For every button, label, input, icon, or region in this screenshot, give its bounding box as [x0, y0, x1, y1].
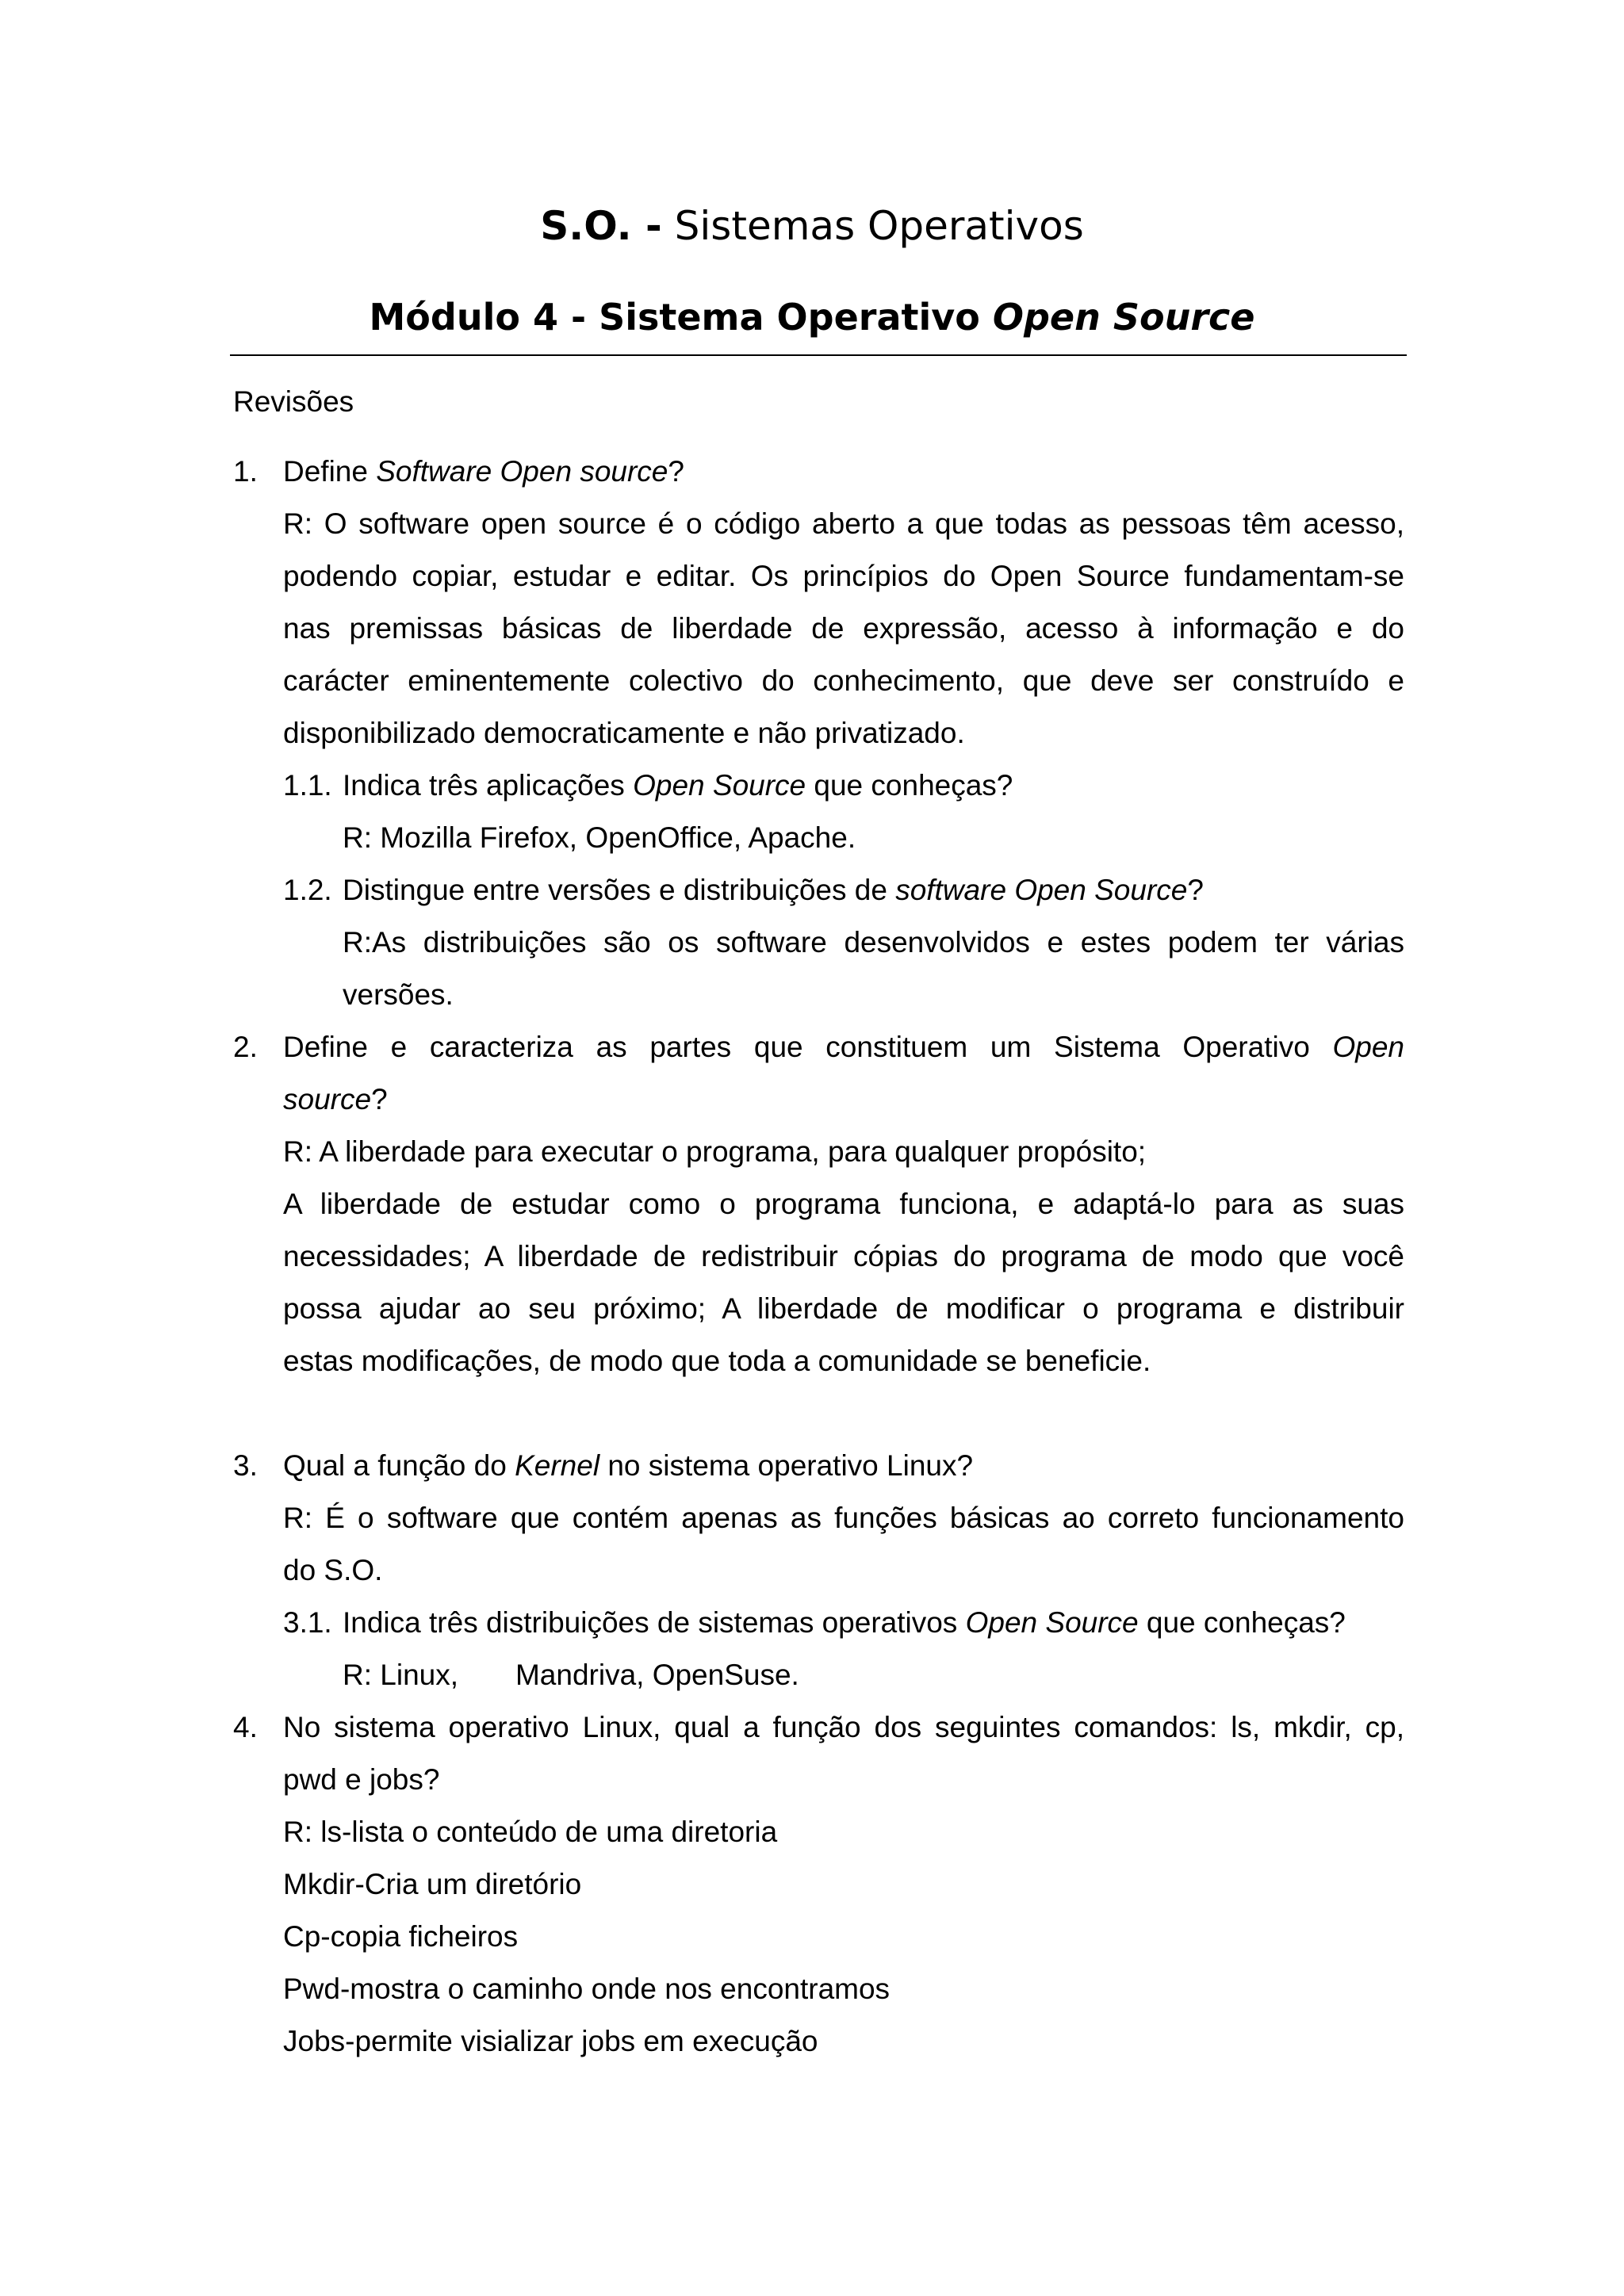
answer-line: carácter eminentemente colectivo do conhecimento, que deve ser construído e	[283, 664, 1404, 697]
q2-text: Define e caracteriza as partes que constituem um Sistema Operativo	[283, 1031, 1310, 1063]
question-3-1	[343, 1603, 1346, 1643]
q11-italic: Open Source	[633, 769, 806, 802]
q3-prefix: Qual a função do	[283, 1449, 507, 1482]
question-number: 4.	[233, 1711, 258, 1743]
question-number: 3.	[233, 1449, 258, 1482]
title-name: Sistemas Operativos	[674, 203, 1084, 249]
q31-italic: Open Source	[965, 1606, 1139, 1639]
question-number: 3.1.	[283, 1606, 332, 1639]
question-2-line-2	[283, 1080, 388, 1119]
answer-line: necessidades; A liberdade de redistribuir cópias do programa de modo que você	[283, 1240, 1404, 1272]
q12-prefix: Distingue entre versões e distribuições de	[343, 874, 887, 906]
answer-line: do S.O.	[283, 1554, 383, 1586]
module-subtitle	[0, 292, 1624, 342]
q12-suffix: ?	[1187, 874, 1204, 906]
question-number: 1.	[233, 455, 258, 488]
answer-line: R:As distribuições são os software desenvolvidos e estes podem ter várias	[343, 926, 1404, 959]
question-4-line-2: pwd e jobs?	[283, 1763, 440, 1796]
question-3	[283, 1446, 973, 1486]
question-1	[283, 452, 684, 492]
q3-suffix: no sistema operativo Linux?	[607, 1449, 974, 1482]
title-divider	[230, 354, 1407, 356]
answer-line: possa ajudar ao seu próximo; A liberdade de modificar o programa e distribuir	[283, 1292, 1404, 1325]
subtitle-italic: Open Source	[992, 296, 1255, 339]
q3-italic: Kernel	[515, 1449, 600, 1482]
q1-prefix: Define	[283, 455, 368, 488]
question-2-line-1	[283, 1027, 1404, 1067]
answer-line: disponibilizado democraticamente e não privatizado.	[283, 717, 965, 749]
answer-line: R: Linux, Mandriva, OpenSuse.	[343, 1659, 799, 1691]
q2-italic: Open	[1332, 1031, 1404, 1063]
section-heading: Revisões	[233, 385, 354, 418]
answer-line: R: A liberdade para executar o programa, para qualquer propósito;	[283, 1135, 1147, 1168]
answer-line: Jobs-permite visializar jobs em execução	[283, 2025, 818, 2057]
q1-italic: Software Open source	[376, 455, 668, 488]
q11-prefix: Indica três aplicações	[343, 769, 625, 802]
answer-line: A liberdade de estudar como o programa funciona, e adaptá-lo para as suas	[283, 1188, 1404, 1220]
q2-italic-2: source	[283, 1083, 372, 1115]
answer-line: nas premissas básicas de liberdade de expressão, acesso à informação e do	[283, 612, 1404, 645]
q12-italic: software Open Source	[895, 874, 1188, 906]
question-1-2	[343, 871, 1204, 910]
answer-line: Cp-copia ficheiros	[283, 1920, 519, 1953]
q2-suffix: ?	[371, 1083, 388, 1115]
question-number: 1.1.	[283, 769, 332, 802]
answer-line: Pwd-mostra o caminho onde nos encontramos	[283, 1973, 891, 2005]
title-abbr: S.O. -	[540, 203, 662, 249]
answer-line: R: Mozilla Firefox, OpenOffice, Apache.	[343, 821, 856, 854]
answer-line: Mkdir-Cria um diretório	[283, 1868, 582, 1900]
answer-line: podendo copiar, estudar e editar. Os princípios do Open Source fundamentam-se	[283, 560, 1404, 592]
q1-suffix: ?	[668, 455, 684, 488]
question-1-1	[343, 766, 1013, 806]
answer-line: versões.	[343, 978, 454, 1011]
q31-prefix: Indica três distribuições de sistemas operativos	[343, 1606, 958, 1639]
answer-line: R: É o software que contém apenas as funções básicas ao correto funcionamento	[283, 1502, 1404, 1534]
answer-line: estas modificações, de modo que toda a comunidade se beneficie.	[283, 1345, 1151, 1377]
question-number: 2.	[233, 1031, 258, 1063]
question-4-line-1: No sistema operativo Linux, qual a função dos seguintes comandos: ls, mkdir, cp,	[283, 1711, 1404, 1743]
answer-line: R: ls-lista o conteúdo de uma diretoria	[283, 1816, 778, 1848]
q31-suffix: que conheças?	[1146, 1606, 1346, 1639]
question-number: 1.2.	[283, 874, 332, 906]
subtitle-prefix: Módulo 4 - Sistema Operativo	[369, 296, 980, 339]
answer-line: R: O software open source é o código aberto a que todas as pessoas têm acesso,	[283, 507, 1404, 540]
q11-suffix: que conheças?	[814, 769, 1013, 802]
document-title	[0, 198, 1624, 254]
